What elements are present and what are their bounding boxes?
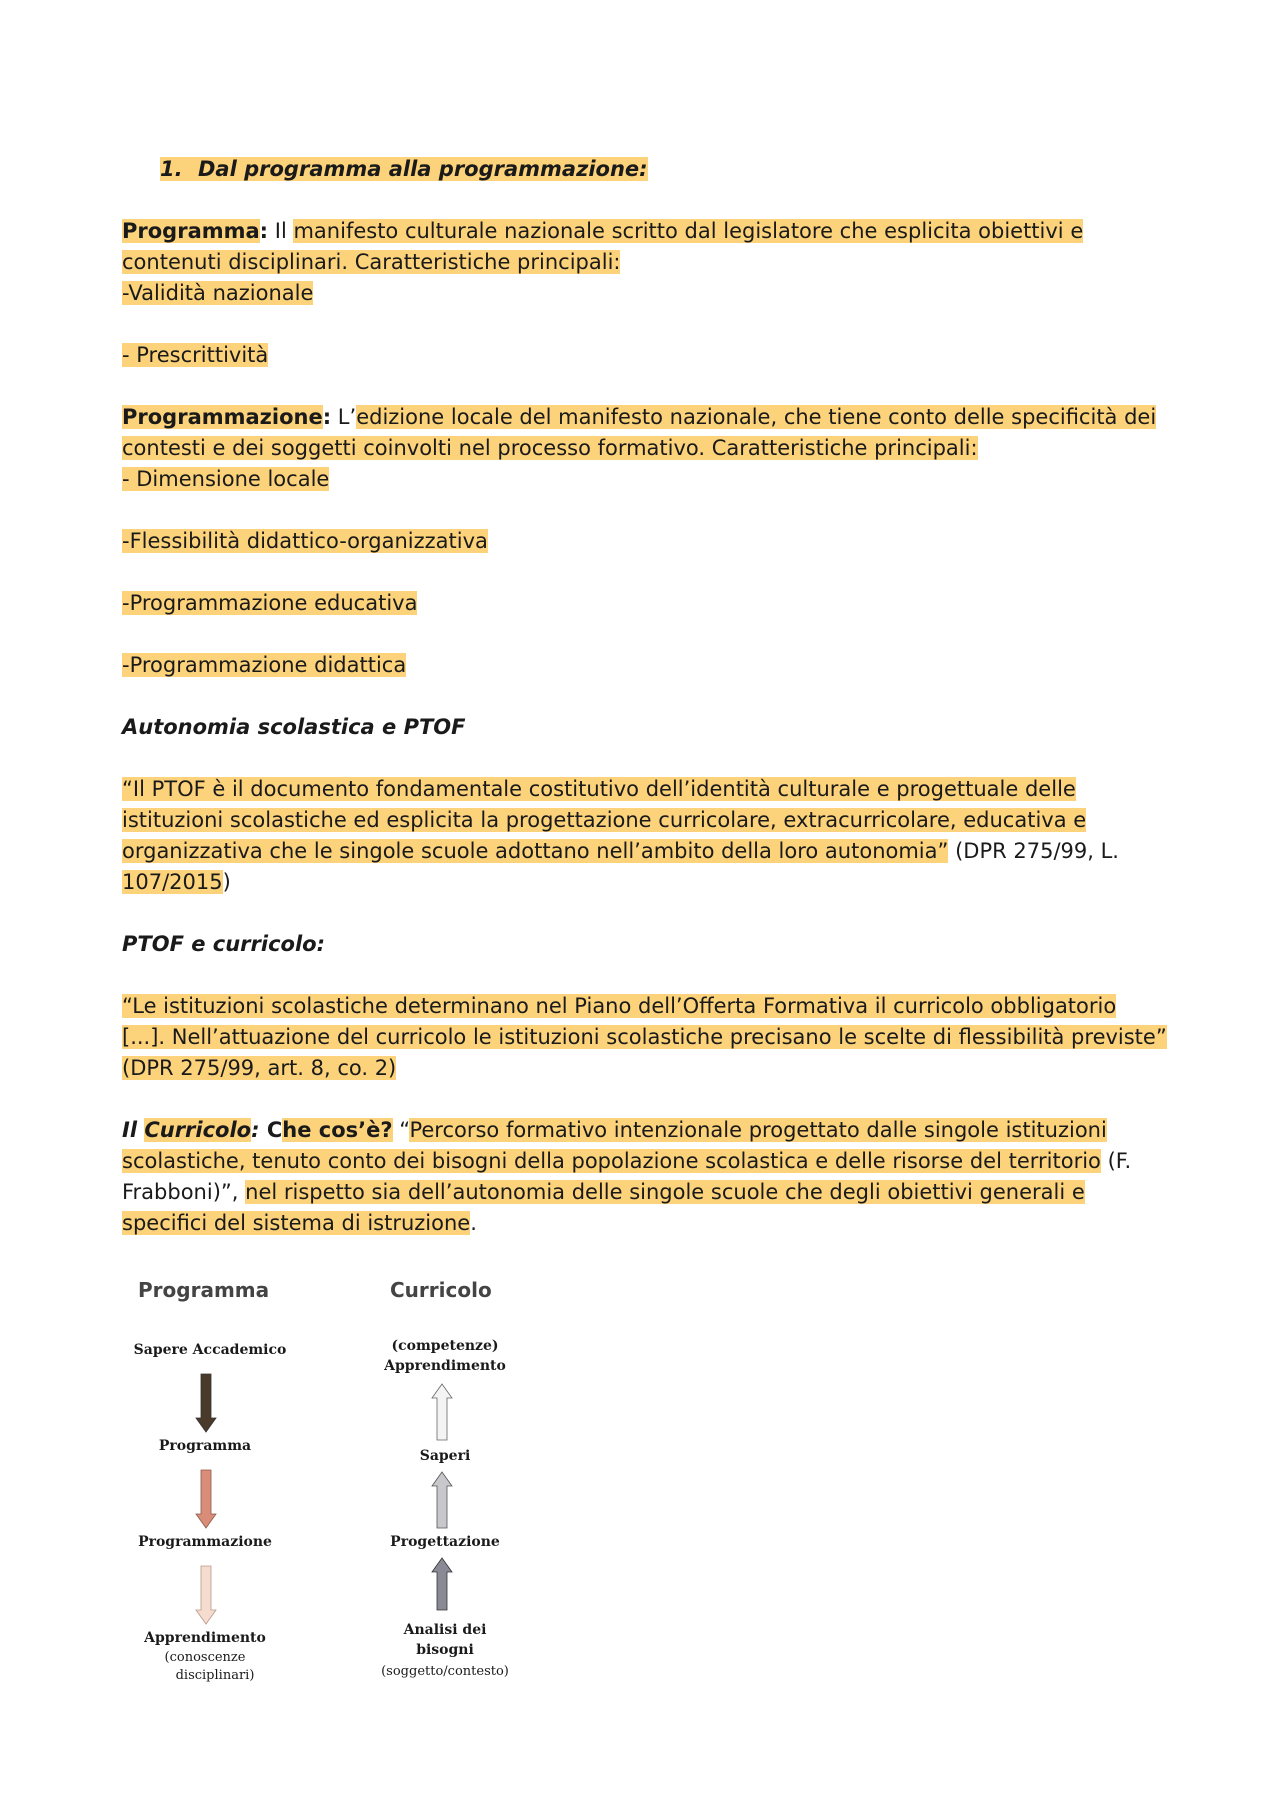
programmazione-prefix: L’ [331,405,357,429]
section-title-text: Dal programma alla programmazione: [198,157,648,181]
diagram-curricolo-arrow-3 [432,1558,452,1610]
curricolo-question: he cos’è? [282,1118,393,1142]
curricolo-word: Curricolo [144,1118,252,1142]
autonomia-heading [122,712,466,743]
programmazione-bullet-1 [122,464,329,495]
autonomia-quote-line2 [122,805,1086,836]
curricolo-period: . [470,1211,477,1235]
curricolo-line4 [122,1208,477,1239]
programmazione-line2 [122,433,978,464]
diagram-programma-node-1: Sapere Accademico [133,1342,287,1358]
curricolo-line2-text: scolastiche, tenuto conto dei bisogni della popolazione scolastica e delle risorse del territorio [122,1149,1101,1173]
diagram-curricolo-node-4a: Analisi dei [403,1622,487,1638]
programmazione-bullet-4 [122,650,406,681]
ptof-heading-text: PTOF e curricolo: [122,932,325,956]
programma-label: Programma [122,219,260,243]
autonomia-quote-line2-text: istituzioni scolastiche ed esplicita la progettazione curricolare, extracurricolare, educativa e [122,808,1087,832]
diagram-programma-arrow-1 [196,1374,216,1432]
diagram-programma-node-3: Programmazione [138,1534,272,1550]
programma-line2 [122,247,620,278]
diagram-curricolo-node-1b: Apprendimento [384,1358,506,1374]
programma-bullet-2-text: - Prescrittività [122,343,269,367]
curricolo-line3-text: nel rispetto sia dell’autonomia delle singole scuole che degli obiettivi generali e [245,1180,1085,1204]
programma-prefix: Il [268,219,294,243]
diagram-curricolo-node-4b: bisogni [416,1642,474,1658]
curricolo-c: C [259,1118,283,1142]
diagram-curricolo-title: Curricolo [390,1278,492,1302]
autonomia-quote-line3-text: organizzativa che le singole scuole adottano nell’ambito della loro autonomia” [122,839,949,863]
autonomia-citation-close: ) [222,870,231,894]
curricolo-definition [122,1115,1107,1146]
programma-bullet-1-text: -Validità nazionale [122,281,314,305]
curricolo-citation: (F. [1100,1149,1132,1173]
curricolo-line4-text: specifici del sistema di istruzione [122,1211,471,1235]
programmazione-label: Programmazione [122,405,323,429]
curricolo-colon: : [251,1118,260,1142]
diagram-programma-arrow-3 [196,1566,216,1624]
curricolo-line3 [122,1177,1085,1208]
programmazione-definition [122,402,1156,433]
autonomia-quote-line1-text: “Il PTOF è il documento fondamentale costitutivo dell’identità culturale e progettuale delle [122,777,1076,801]
diagram-programma-node-4: Apprendimento [144,1630,266,1646]
programmazione-bullet-4-text: -Programmazione didattica [122,653,407,677]
programmazione-colon: : [322,405,332,429]
autonomia-citation: (DPR 275/99, L. [948,839,1119,863]
diagram-curricolo-node-1a: (competenze) [391,1338,499,1354]
programmazione-bullet-3-text: -Programmazione educativa [122,591,418,615]
ptof-heading [122,929,325,960]
diagram-programma-arrow-2 [196,1470,216,1528]
curricolo-citation-author: Frabboni)”, [122,1180,246,1204]
section-number: 1. [160,157,183,181]
curricolo-line2 [122,1146,1131,1177]
diagram-curricolo-node-4-sub: (soggetto/contesto) [381,1664,509,1679]
programma-text-line2: contenuti disciplinari. Caratteristiche principali: [122,250,621,274]
programmazione-text-line1: edizione locale del manifesto nazionale, che tiene conto delle specificità dei [356,405,1157,429]
ptof-quote-line2 [122,1022,1167,1053]
ptof-quote-line3 [122,1053,396,1084]
curricolo-line1-text: Percorso formativo intenzionale progettato dalle singole istituzioni [409,1118,1107,1142]
autonomia-quote-line1 [122,774,1076,805]
diagram-curricolo-arrow-2 [432,1472,452,1528]
autonomia-heading-text: Autonomia scolastica e PTOF [122,715,466,739]
programmazione-text-line2: contesti e dei soggetti coinvolti nel processo formativo. Caratteristiche principali: [122,436,978,460]
programmazione-bullet-1-text: - Dimensione locale [122,467,330,491]
ptof-quote-line1-text: “Le istituzioni scolastiche determinano nel Piano dell’Offerta Formativa il curricolo obbligatorio [122,994,1117,1018]
diagram-programma-node-2: Programma [158,1438,252,1454]
programma-bullet-1 [122,278,313,309]
diagram-curricolo-node-3: Progettazione [390,1534,500,1550]
programmazione-bullet-2-text: -Flessibilità didattico-organizzativa [122,529,488,553]
programma-colon: : [259,219,269,243]
programma-bullet-2 [122,340,268,371]
diagram-curricolo-node-2: Saperi [419,1448,471,1464]
diagram-curricolo-arrow-1 [432,1384,452,1440]
programma-definition [122,216,1083,247]
curricolo-article: Il [122,1118,145,1142]
curricolo-quote-open: “ [392,1118,410,1142]
diagram-programma-title: Programma [138,1278,270,1302]
autonomia-quote-line4 [122,867,231,898]
ptof-citation: (DPR 275/99, art. 8, co. 2) [122,1056,397,1080]
ptof-quote-line1 [122,991,1116,1022]
diagram-programma-node-4-sub-1: (conoscenze [164,1650,246,1665]
section-title [160,154,648,185]
programmazione-bullet-3 [122,588,417,619]
programma-text-line1: manifesto culturale nazionale scritto dal legislatore che esplicita obiettivi e [293,219,1084,243]
ptof-quote-line2-text: [...]. Nell’attuazione del curricolo le istituzioni scolastiche precisano le scelte di flessibilità previste” [122,1025,1167,1049]
autonomia-quote-line3 [122,836,1119,867]
autonomia-citation-year: 107/2015 [122,870,223,894]
programmazione-bullet-2 [122,526,488,557]
diagram-programma-node-4-sub-2: disciplinari) [175,1668,255,1683]
